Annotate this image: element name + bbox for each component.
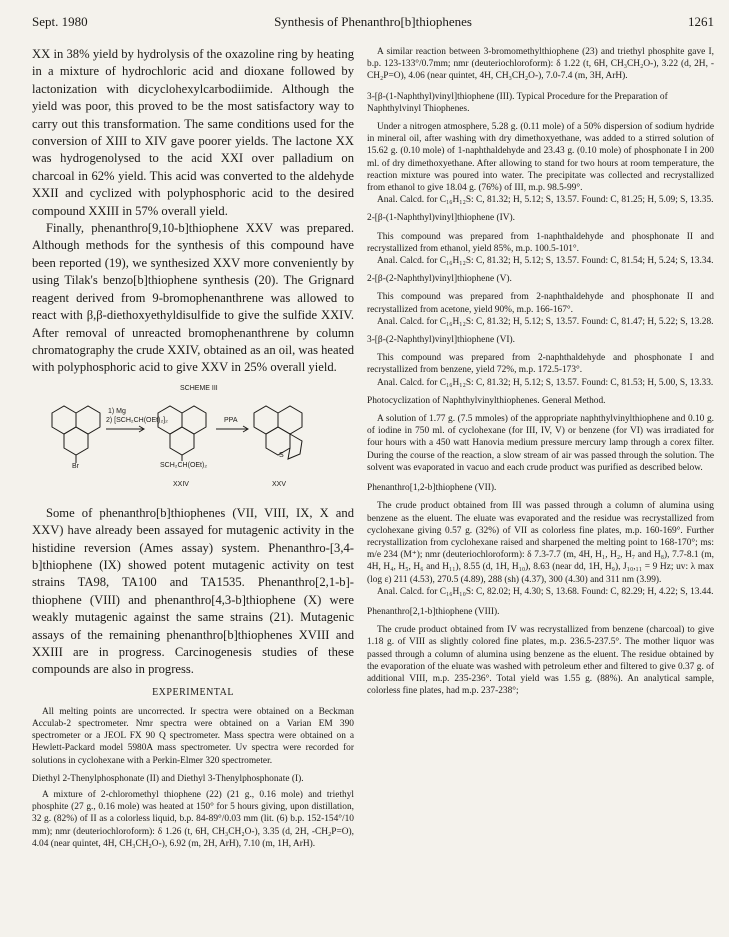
compound-heading: 3-[β-(1-Naphthyl)vinyl]thiophene (III). Typical Procedure for the Preparation of Naphthylvinyl Thiophenes. xyxy=(367,91,668,114)
analysis: Anal. Calcd. for C₁₆H₁₂S: C, 81.32; H, 5.12; S, 13.57. Found: C, 81.47; H, 5.22; S, 13.28. xyxy=(377,316,714,327)
bromo-substituent: Br xyxy=(72,462,79,470)
analysis: Anal. Calcd. for C₁₆H₁₂S: C, 81.32; H, 5.12; S, 13.57. Found: C, 81.54; H, 5.24; S, 13.34. xyxy=(377,256,714,267)
paragraph: The crude product obtained from III was passed through a column of alumina using benzene as the eluent. The eluate was evaporated and the residue was recrystallized from cyclohexane giving 0.57 g. (32%) of VII as colorless fine plates, m.p. 160-169°. Further recrystallization from cyclohexane raised and sharpened the melting point to 168-170°; ms: m/e 234 (M⁺); nmr (deuteriochloroform): δ 7.3-7.7 (m, 4H, H₁, H₂, H₇ and H₈), 7.7-8.1 (m, 4H, H₄, H₅, H₆ and H₁₁), 8.55 (d, 1H, H₁₀), 8.63 (near dd, 1H, H₉), J₁₀,₁₁ = 9 Hz; uv: λ max (log ε) 211 (4.53), 270.5 (4.89), 288 (sh) (4.37), 300 (4.30) and 311 nm (3.99). xyxy=(367,501,714,585)
header-date: Sept. 1980 xyxy=(32,14,88,29)
section-heading: Photocyclization of Naphthylvinylthiophenes. General Method. xyxy=(367,395,606,406)
reagent-label: PPA xyxy=(224,416,238,424)
paragraph: XX in 38% yield by hydrolysis of the oxazoline ring by heating in a mixture of hydrochloric acid and dioxane followed by lactonization with dicyclohexylcarbodiimide. Although the yield was poor, this proved to be the most satisfactory way to carry out this transformation. The same conditions used for the conversion of XIII to XIV gave poorer yields. The lactone XX was hydrogenolysed to the acid XXI over palladium on charcoal in 62% yield. This acid was converted to the aldehyde XXII and cyclized with polyphosphoric acid to the desired compound XXIII in 57% overall yield. xyxy=(32,47,354,218)
sulfide-substituent: SCH₂CH(OEt)₂ xyxy=(160,461,208,469)
paragraph: A solution of 1.77 g. (7.5 mmoles) of the appropriate naphthylvinylthiophene and 0.10 g. of iodine in 750 ml. of cyclohexane (for III, IV, V) or benzene (for VI) was irradiated for four hours with a 450 watt Hanovia medium pressure mercury lamp through a corex filter. During the course of the reaction, a slow stream of air was passed through the solution. The solvent was evaporated in vacuo and each crude product was purified as described below. xyxy=(367,414,714,473)
right-column xyxy=(367,46,714,697)
compound-heading: Phenanthro[1,2-b]thiophene (VII). xyxy=(367,483,497,494)
scheme-structures xyxy=(32,383,354,495)
paragraph: All melting points are uncorrected. Ir spectra were obtained on a Beckman Acculab-2 spectrometer. Nmr spectra were obtained on a Varian EM 390 spectrometer or a JEOL FX 90 Q spectrometer. Mass spectra were obtained on a Hewlett-Packard model 5980A mass spectrometer. Uv spectra were recorded for solutions in cyclohexane with a Perkin-Elmer 320 spectrometer. xyxy=(32,706,354,766)
paragraph: This compound was prepared from 2-naphthaldehyde and phosphonate I and recrystallized from benzene, yield 72%, m.p. 172.5-173°. xyxy=(367,353,714,376)
compound-heading: 2-[β-(1-Naphthyl)vinyl]thiophene (IV). xyxy=(367,213,515,224)
reaction-scheme xyxy=(32,383,354,495)
compound-label-xxv: XXV xyxy=(272,480,287,488)
paragraph: The crude product obtained from IV was recrystallized from benzene (charcoal) to give 1.18 g. of VIII as slightly colored fine plates, m.p. 236.5-237.5°. The mother liquor was passed through a column of alumina using benzene as the eluent. The residue obtained by the evaporation of the eluate was washed with petroleum ether and filtered to give 0.37 g. of additional VIII, m.p. 235-236°. Total yield was 1.55 g. (88%). An analytical sample, colorless fine plates, had m.p. 237-238°; xyxy=(367,625,714,697)
analysis: Anal. Calcd. for C₁₆H₁₂S: C, 81.32; H, 5.12; S, 13.57. Found: C, 81.53; H, 5.00, S, 13.33. xyxy=(377,377,714,388)
scheme-title: SCHEME III xyxy=(180,384,218,392)
compound-heading: 3-[β-(2-Naphthyl)vinyl]thiophene (VI). xyxy=(367,335,515,346)
header-page-number: 1261 xyxy=(688,14,714,29)
compound-heading: Diethyl 2-Thenylphosphonate (II) and Diethyl 3-Thenylphosphonate (I). xyxy=(32,773,304,784)
section-heading-experimental: EXPERIMENTAL xyxy=(152,686,234,698)
header-title: Synthesis of Phenanthro[b]thiophenes xyxy=(274,14,472,29)
analysis: Anal. Calcd. for C₁₆H₁₂S: C, 81.32; H, 5.12; S, 13.57. Found: C, 81.25; H, 5.09; S, 13.35. xyxy=(377,195,714,206)
ring-sulfur: S xyxy=(279,451,284,459)
compound-label-xxiv: XXIV xyxy=(173,480,189,488)
compound-heading: 2-[β-(2-Naphthyl)vinyl]thiophene (V). xyxy=(367,274,512,285)
left-column xyxy=(32,46,354,850)
reagent-label: 2) [SCH₂CH(OEt)₂]₂ xyxy=(106,416,168,424)
paragraph: This compound was prepared from 2-naphthaldehyde and phosphonate II and recrystallized from acetone, yield 90%, m.p. 166-167°. xyxy=(367,292,714,315)
paragraph: A similar reaction between 3-bromomethylthiophene (23) and triethyl phosphite gave I, b.p. 123-133°/0.7mm; nmr (deuteriochloroform): δ 1.22 (t, 6H, CH₃CH₂O-), 3.22 (d, 2H, -CH₂P=O), 4.06 (near quintet, 4H, CH₃CH₂O-), 7.0-7.4 (m, 3H, ArH). xyxy=(367,47,714,82)
analysis: Anal. Calcd. for C₁₆H₁₀S: C, 82.02; H, 4.30; S, 13.68. Found: C, 82.29; H, 4.22; S, 13.44. xyxy=(377,586,714,597)
paragraph: A mixture of 2-chloromethyl thiophene (22) (21 g., 0.16 mole) and triethyl phosphite (27 g., 0.16 mole) was heated at 150° for 5 hours giving, upon distillation, 32 g. (82%) of II as a colorless liquid, b.p. 84-89°/0.03 mm (lit. (6) b.p. 152-154°/10 mm); nmr (deuteriochloroform): δ 1.26 (t, 6H, CH₃CH₂O-), 3.35 (d, 2H, -CH₂P=O), 4.04 (near quintet, 4H, CH₃CH₂O-), 6.92 (m, 2H, ArH), 7.10 (m, 1H, ArH). xyxy=(32,790,354,849)
paragraph: Under a nitrogen atmosphere, 5.28 g. (0.11 mole) of a 50% dispersion of sodium hydride in mineral oil, after washing with dry dimethoxyethane, was added to a stirred solution of 15.62 g. (0.10 mole) of 1-naphthaldehyde and 23.43 g. (0.10 mole) of phosphonate I in 200 ml. of dry dimethoxyethane. After allowing to stand for two hours at room temperature, the reaction mixture was poured into water. The precipitate was collected and recrystallized from ethanol to give 18.04 g. (76%) of III, m.p. 98.5-99°. xyxy=(367,122,714,194)
running-header xyxy=(32,14,714,34)
reagent-label: 1) Mg xyxy=(108,407,126,415)
paragraph: Some of phenanthro[b]thiophenes (VII, VIII, IX, X and XXV) have already been assayed for mutagenic activity in the histidine reversion (Ames assay) system. Phenanthro-[3,4-b]thiophene (IX) showed potent mutagenic activity on test strains TA98, TA100 and TA1535. Phenanthro[2,1-b]-thiophene (VIII) and phenanthro[4,3-b]thiophene (X) were weakly mutagenic against the same strains (21). Mutagenic assays of the remaining phenanthro[b]thiophenes XVIII and XXIII are in progress. Carcinogenesis studies of these compounds are also in progress. xyxy=(32,505,354,677)
compound-heading: Phenanthro[2,1-b]thiophene (VIII). xyxy=(367,606,500,617)
paragraph: This compound was prepared from 1-naphthaldehyde and phosphonate II and recrystallized from ethanol, yield 85%, m.p. 100.5-101°. xyxy=(367,231,714,254)
paragraph: Finally, phenanthro[9,10-b]thiophene XXV was prepared. Although methods for the synthesis of this compound have been reported (19), we synthesized XXV more conveniently by using Tilak's benzo[b]thiophene synthesis (20). The Grignard reagent derived from 9-bromophenanthrene was allowed to react with β,β-diethoxyethyldisulfide to give the sulfide XXIV. After removal of unreacted bromophenanthrene by column chromatography the crude XXIV, obtained as an oil, was heated with polyphosphoric acid to give XXV in 25% overall yield. xyxy=(32,221,354,375)
